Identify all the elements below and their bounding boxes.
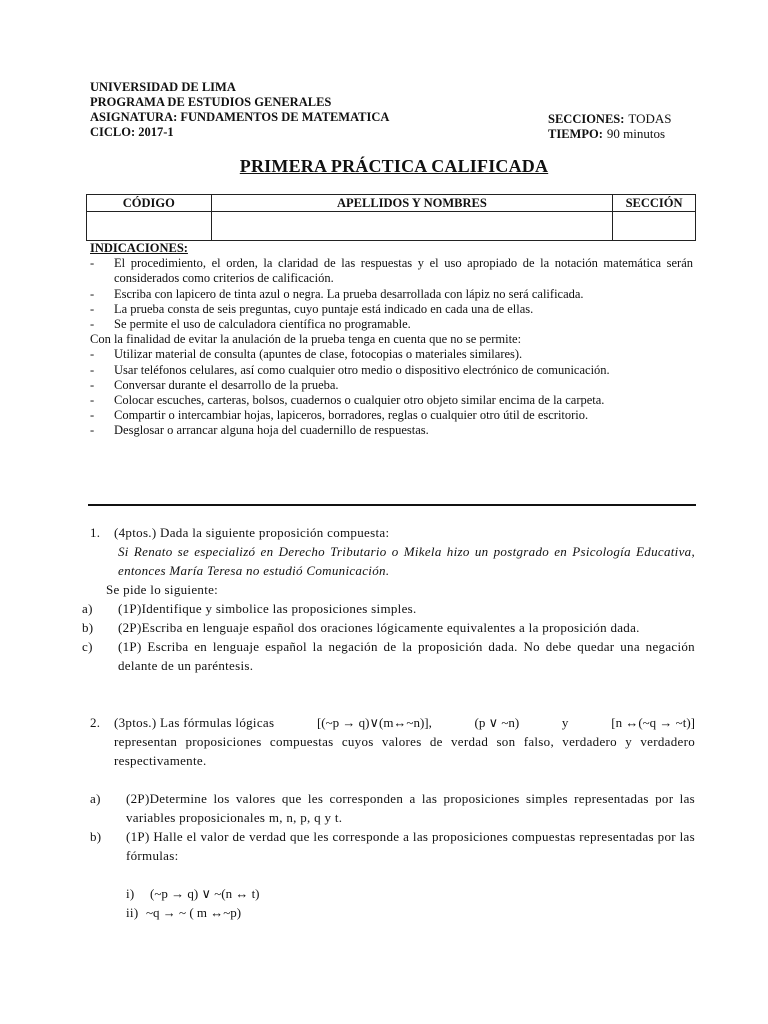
formula-1: [(~p → q)∨(m↔~n)], (316, 715, 432, 730)
instruction-item: - Se permite el uso de calculadora científica no programable. (90, 317, 411, 332)
code-cell[interactable] (87, 212, 212, 241)
code-header: CÓDIGO (87, 195, 212, 212)
time-label: TIEMPO: (548, 127, 603, 141)
section-divider (88, 504, 696, 506)
question-stem-line (90, 713, 695, 732)
exam-title: PRIMERA PRÁCTICA CALIFICADA (239, 156, 549, 176)
sections-label: SECCIONES: (548, 112, 625, 126)
instructions-heading: INDICACIONES: (90, 241, 188, 255)
subject-name: ASIGNATURA: FUNDAMENTOS DE MATEMATICA (90, 110, 390, 124)
instruction-item: - Escriba con lapicero de tinta azul o negra. La prueba desarrollada con lápiz no será calificada. (90, 286, 584, 301)
question-part: b) (1P) Halle el valor de verdad que les corresponde a las proposiciones compuestas representadas por las fórmulas: (90, 829, 695, 863)
instruction-item: - El procedimiento, el orden, la claridad de las respuestas y el uso apropiado de la notación matemática serán considerados como criterios de calificación. (90, 256, 693, 286)
time-value: 90 minutos (606, 126, 666, 141)
prohibition-item: - Utilizar material de consulta (apuntes de clase, fotocopias o materiales similares). (90, 347, 523, 362)
prohibition-item: - Usar teléfonos celulares, así como cualquier otro medio o dispositivo electrónico de comunicación. (90, 362, 610, 377)
question-part: b) (2P)Escriba en lenguaje español dos oraciones lógicamente equivalentes a la proposición dada. (82, 620, 640, 635)
formula-2: (p ∨ ~n) (474, 715, 520, 730)
question-stem-continued: representan proposiciones compuestas cuyos valores de verdad son falso, verdadero y verdadero respectivamente. (114, 734, 695, 768)
formula-3: [n ↔(~q → ~t)] (611, 715, 695, 730)
conjunction: y (561, 715, 569, 730)
prohibitions-intro: Con la finalidad de evitar la anulación de la prueba tenga en cuenta que no se permite: (90, 332, 522, 347)
prohibition-item: - Compartir o intercambiar hojas, lapiceros, borradores, reglas o cualquier otro útil de escritorio. (90, 408, 589, 423)
question-number: 1. (90, 525, 101, 540)
formula-item: ii) ~q → ~ ( m ↔~p) (126, 905, 242, 920)
question-1 (82, 523, 695, 675)
instruction-item: - La prueba consta de seis preguntas, cuyo puntaje está indicado en cada una de ellas. (90, 301, 534, 316)
name-cell[interactable] (211, 212, 612, 241)
question-proposition: Si Renato se especializó en Derecho Tributario o Mikela hizo un postgrado en Psicología Educativa, entonces María Teresa no estudió Comunicación. (118, 544, 695, 578)
question-2 (90, 713, 695, 922)
student-id-table (86, 194, 696, 241)
university-name: UNIVERSIDAD DE LIMA (90, 80, 236, 94)
name-header: APELLIDOS Y NOMBRES (211, 195, 612, 212)
question-number: 2. (90, 715, 101, 730)
cycle: CICLO: 2017-1 (90, 125, 174, 139)
section-cell[interactable] (613, 212, 696, 241)
program-name: PROGRAMA DE ESTUDIOS GENERALES (90, 95, 332, 109)
instructions (90, 241, 693, 439)
prohibition-item: - Conversar durante el desarrollo de la prueba. (90, 377, 339, 392)
question-stem: (3ptos.) Las fórmulas lógicas (114, 715, 275, 730)
question-part: a) (1P)Identifique y simbolice las proposiciones simples. (82, 601, 417, 616)
question-stem: (4ptos.) Dada la siguiente proposición compuesta: (114, 525, 390, 540)
time-field (548, 125, 665, 143)
question-part: c) (1P) Escriba en lenguaje español la negación de la proposición dada. No debe quedar una negación delante de un paréntesis. (82, 639, 695, 673)
prohibition-item: - Desglosar o arrancar alguna hoja del cuadernillo de respuestas. (90, 423, 429, 438)
prohibition-item: - Colocar escuches, carteras, bolsos, cuadernos o cualquier otro objeto similar encima de la carpeta. (90, 393, 605, 408)
question-ask: Se pide lo siguiente: (106, 582, 219, 597)
question-part: a) (2P)Determine los valores que les corresponden a las proposiciones simples representadas por las variables proposicionales m, n, p, q y t. (90, 791, 695, 825)
section-header: SECCIÓN (613, 195, 696, 212)
formula-item: i) (~p → q) ∨ ~(n ↔ t) (126, 886, 260, 901)
sections-value: TODAS (628, 111, 672, 126)
